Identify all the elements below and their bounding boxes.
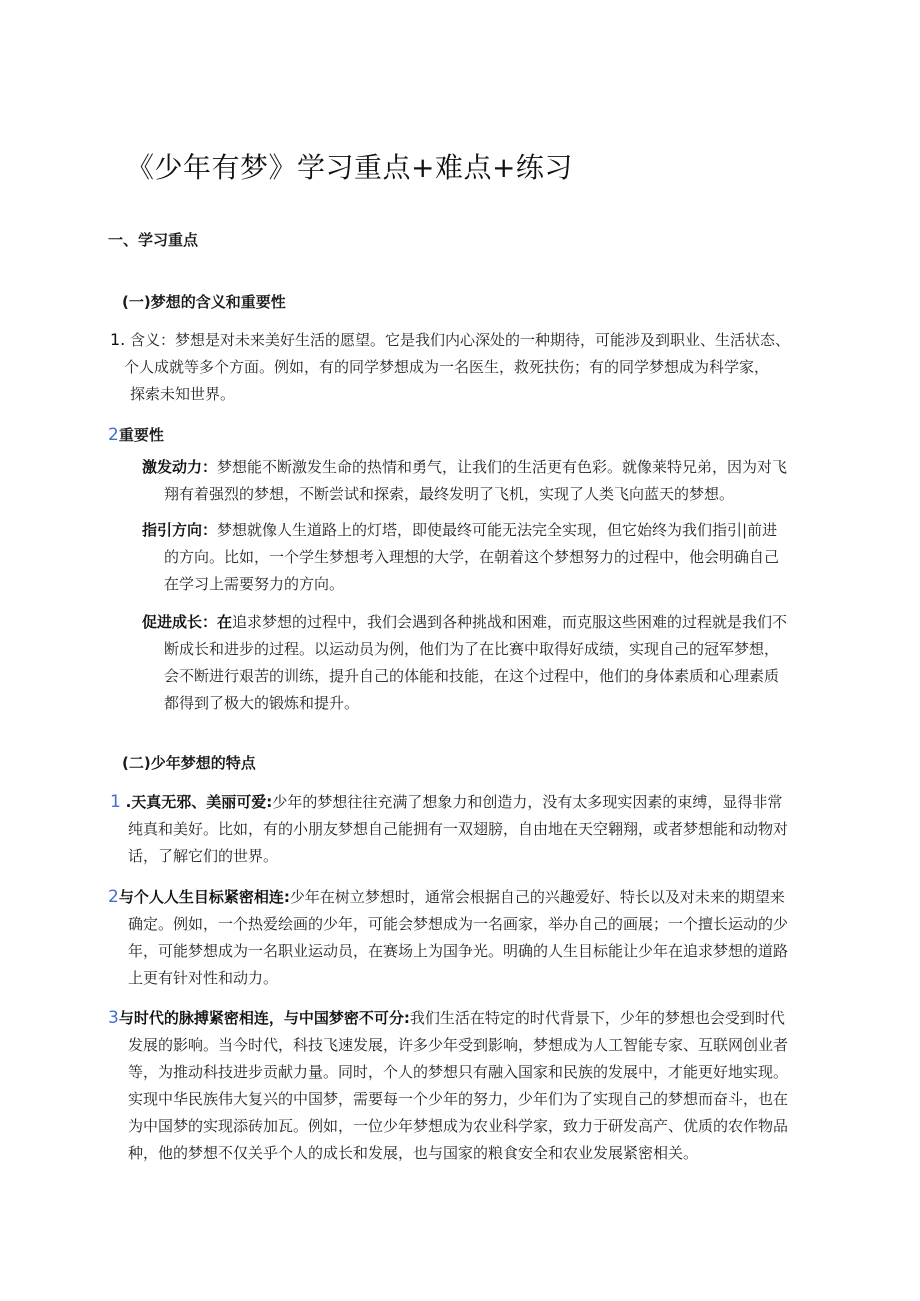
- paragraph-line: 梦想就像人生道路上的灯塔，即使最终可能无法完全实现，但它始终为我们指引|前进: [217, 521, 778, 539]
- paragraph-feature-era: [108, 1005, 820, 1167]
- list-number: 2: [108, 887, 119, 907]
- paragraph-lead: .天真无邪、美丽可爱:: [125, 793, 273, 811]
- list-number: 1.: [110, 330, 126, 349]
- section-heading-key-points: 一、学习重点: [108, 231, 199, 249]
- paragraph-line: 为中国梦的实现添砖加瓦。例如，一位少年梦想成为农业科学家，致力于研发高产、优质的农作物品: [128, 1117, 789, 1135]
- subheading-dream-features: (二)少年梦想的特点: [122, 754, 256, 772]
- subheading-dream-meaning: (一)梦想的含义和重要性: [122, 293, 286, 311]
- list-number: 1: [110, 792, 121, 812]
- paragraph-line: 等，为推动科技进步贡献力量。同时，个人的梦想只有融入国家和民族的发展中，才能更好地实现。: [128, 1063, 789, 1081]
- paragraph-line: 个人成就等多个方面。例如，有的同学梦想成为一名医生，救死扶伤；有的同学梦想成为科学家，: [124, 358, 770, 376]
- paragraph-line: 少年的梦想往往充满了想象力和创造力，没有太多现实因素的束缚，显得非常: [272, 793, 783, 811]
- paragraph-line: 含义：梦想是对未来美好生活的愿望。它是我们内心深处的一种期待，可能涉及到职业、生活状态、: [130, 331, 791, 349]
- paragraph-feature-innocent: [110, 789, 820, 870]
- paragraph-line: 的方向。比如，一个学生梦想考入理想的大学，在朝着这个梦想努力的过程中，他会明确自己: [164, 548, 780, 566]
- importance-label: 重要性: [118, 426, 164, 444]
- paragraph-growth: [142, 609, 822, 717]
- paragraph-line: 追求梦想的过程中，我们会遇到各种挑战和困难，而克服这些困难的过程就是我们不: [232, 613, 788, 631]
- paragraph-line: 上更有针对性和动力。: [128, 969, 279, 987]
- paragraph-line: 断成长和进步的过程。以运动员为例，他们为了在比赛中取得好成绩，实现自己的冠军梦想，: [164, 640, 780, 658]
- paragraph-line: 少年在树立梦想时，通常会根据自己的兴趣爱好、特长以及对未来的期望来: [289, 888, 785, 906]
- list-number: 2: [108, 425, 119, 445]
- paragraph-lead: 与个人人生目标紧密相连:: [118, 888, 290, 906]
- paragraph-lead: 指引方向：: [142, 521, 218, 539]
- list-number: 3: [108, 1008, 119, 1028]
- paragraph-motivation: [142, 454, 822, 508]
- paragraph-lead: 激发动力：: [142, 458, 218, 476]
- paragraph-line: 翔有着强烈的梦想，不断尝试和探索，最终发明了飞机，实现了人类飞向蓝天的梦想。: [164, 485, 735, 503]
- paragraph-line: 确定。例如，一个热爱绘画的少年，可能会梦想成为一名画家，举办自己的画展；一个擅长运动的少: [128, 915, 789, 933]
- paragraph-lead: 促进成长：在: [142, 613, 233, 631]
- paragraph-line: 探索未知世界。: [130, 385, 236, 403]
- paragraph-lead: 与时代的脉搏紧密相连，与中国梦密不可分:: [118, 1009, 410, 1027]
- paragraph-line: 发展的影响。当今时代，科技飞速发展，许多少年受到影响，梦想成为人工智能专家、互联网创业者: [128, 1036, 789, 1054]
- paragraph-line: 话，了解它们的世界。: [128, 847, 279, 865]
- paragraph-line: 纯真和美好。比如，有的小朋友梦想自己能拥有一双翅膀，自由地在天空翱翔，或者梦想能和动物对: [128, 820, 789, 838]
- paragraph-line: 梦想能不断激发生命的热情和勇气，让我们的生活更有色彩。就像莱特兄弟，因为对飞: [217, 458, 788, 476]
- paragraph-line: 都得到了极大的锻炼和提升。: [164, 694, 360, 712]
- paragraph-direction: [142, 517, 822, 598]
- paragraph-line: 年，可能梦想成为一名职业运动员，在赛场上为国争光。明确的人生目标能让少年在追求梦想的道路: [128, 942, 789, 960]
- paragraph-feature-life-goal: [108, 884, 820, 992]
- document-title: 《少年有梦》学习重点+难点+练习: [126, 151, 573, 184]
- paragraph-line: 实现中华民族伟大复兴的中国梦，需要每一个少年的努力，少年们为了实现自己的梦想而奋斗，也在: [128, 1090, 789, 1108]
- paragraph-line: 种，他的梦想不仅关乎个人的成长和发展，也与国家的粮食安全和农业发展紧密相关。: [128, 1144, 699, 1162]
- importance-heading: [108, 424, 164, 445]
- paragraph-line: 会不断进行艰苦的训练，提升自己的体能和技能，在这个过程中，他们的身体素质和心理素质: [164, 667, 780, 685]
- paragraph-meaning: [110, 326, 810, 408]
- paragraph-line: 在学习上需要努力的方向。: [164, 575, 345, 593]
- paragraph-line: 我们生活在特定的时代背景下，少年的梦想也会受到时代: [409, 1009, 785, 1027]
